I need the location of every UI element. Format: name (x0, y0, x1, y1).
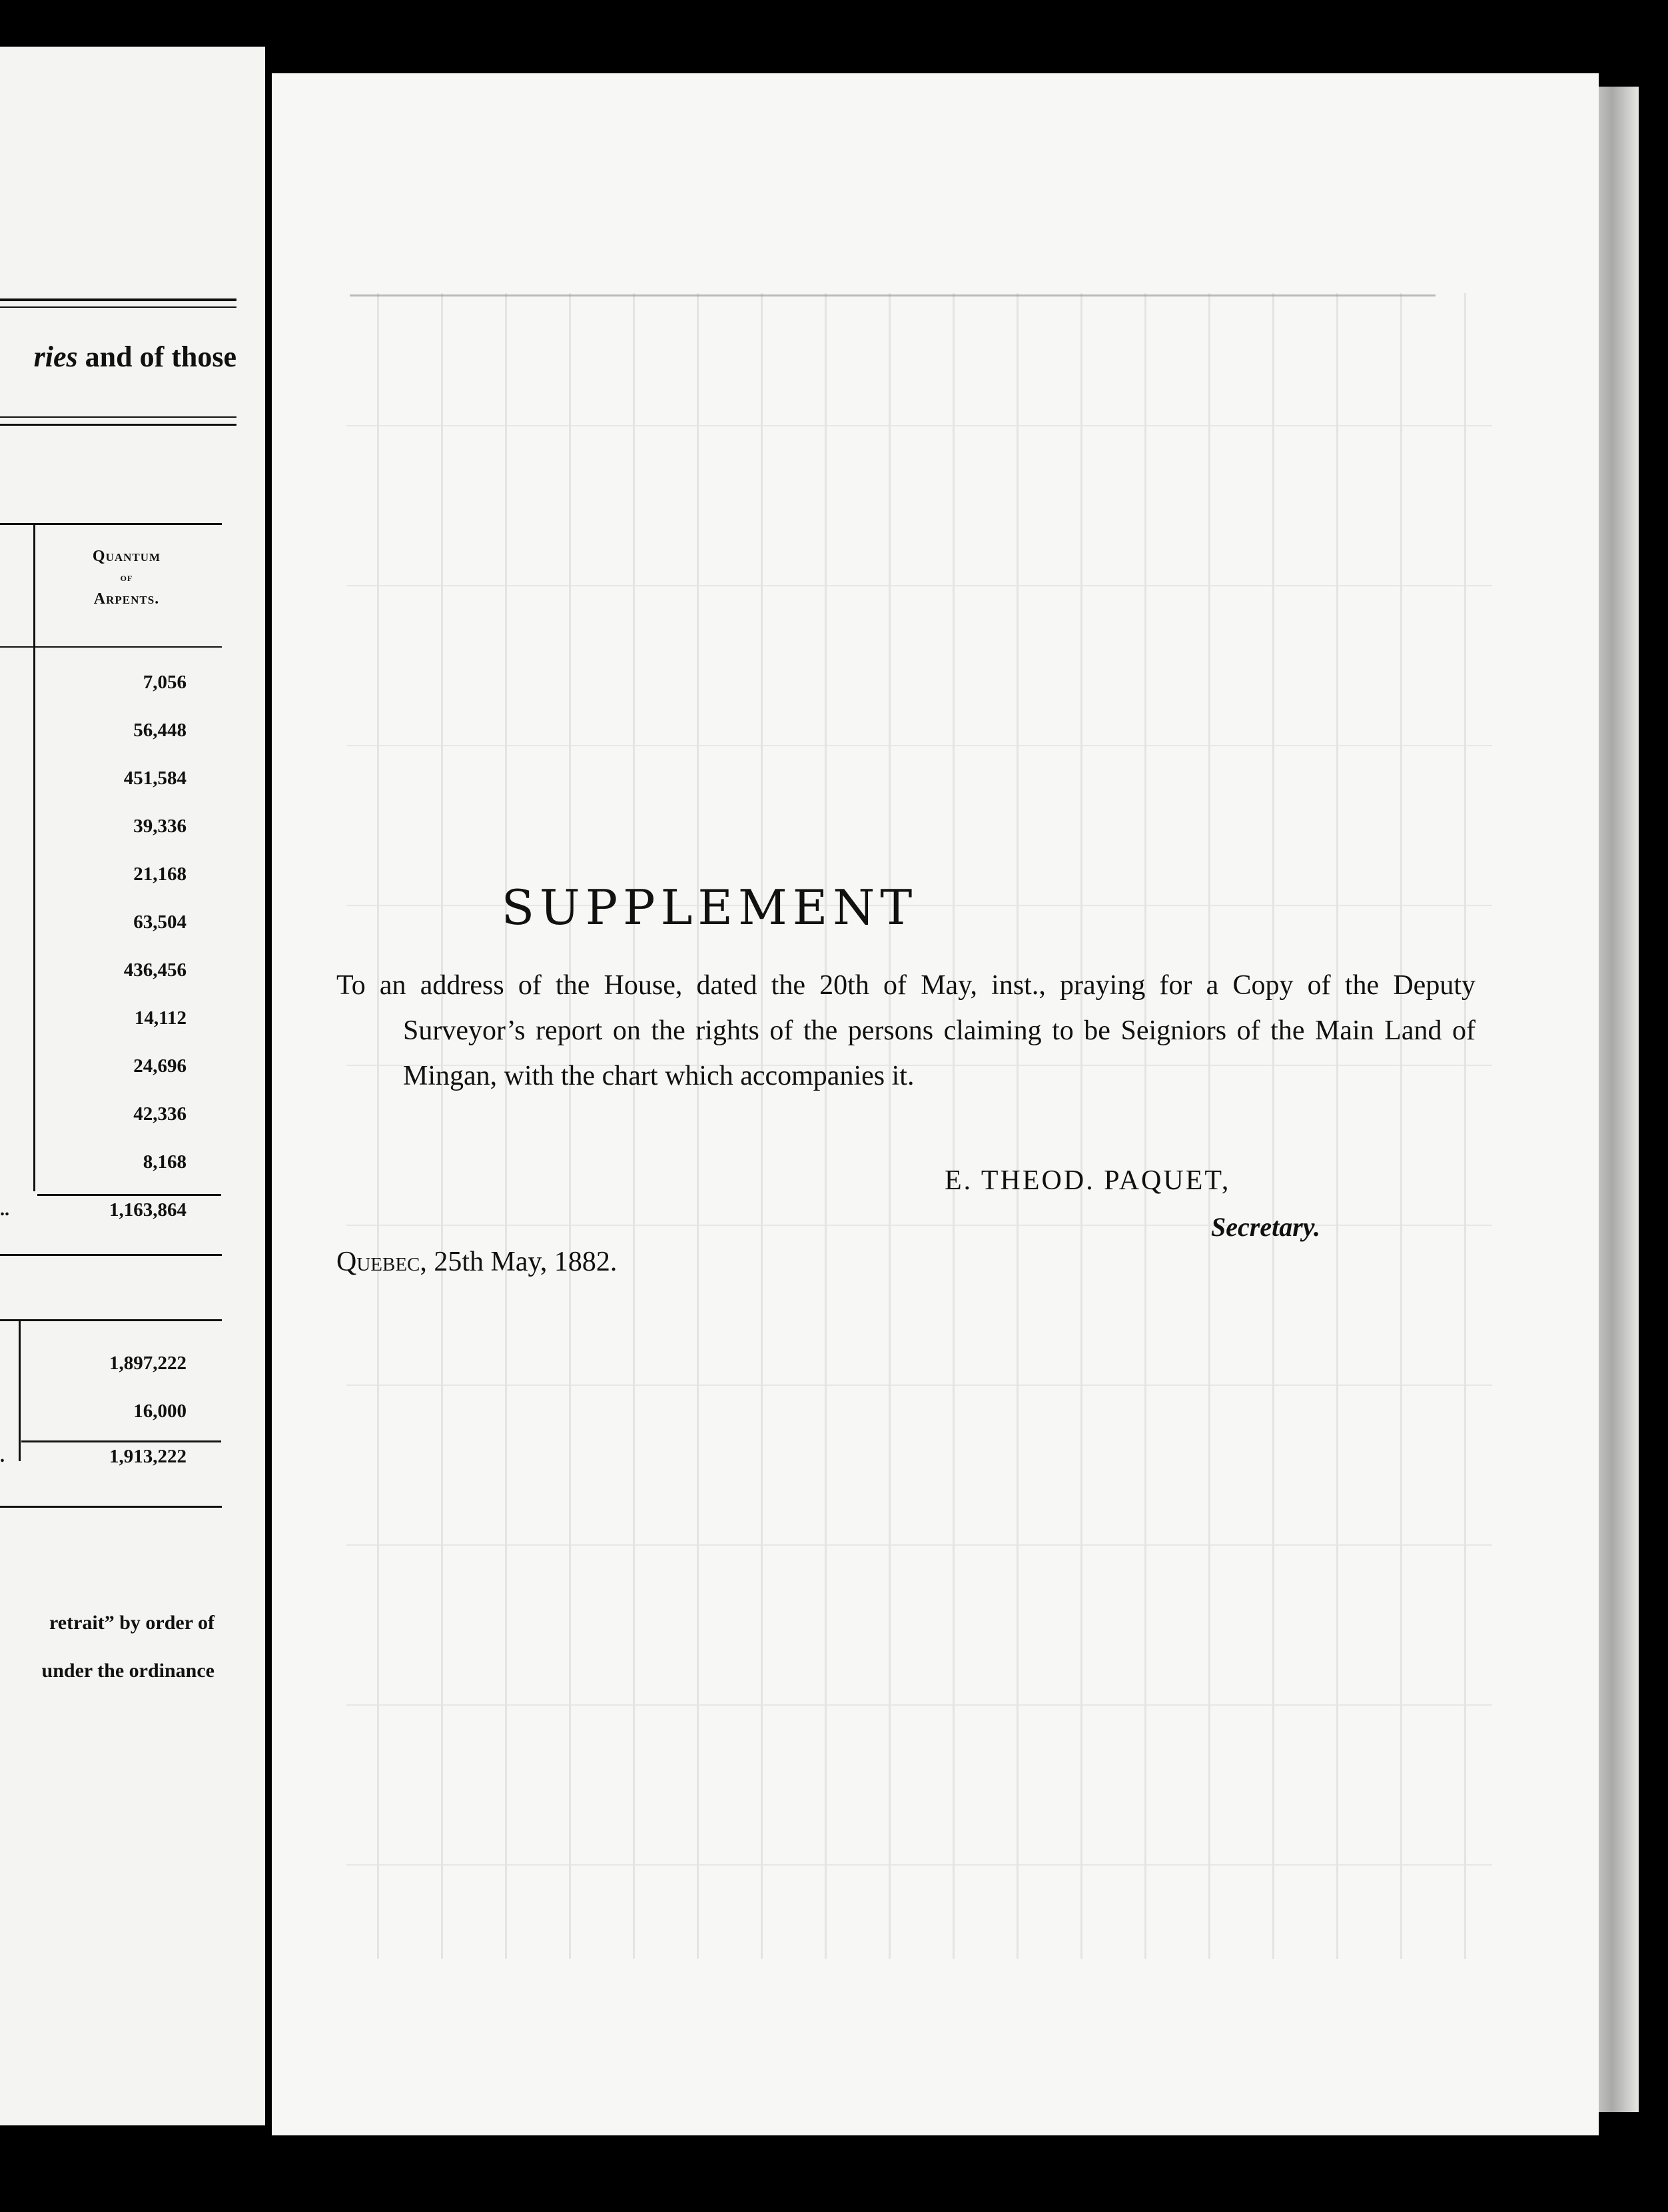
signatory-title: Secretary. (1211, 1212, 1321, 1242)
table-cell: 56,448 (133, 720, 187, 741)
sum-rule (37, 1194, 221, 1196)
table-bottom-rule (0, 1506, 222, 1508)
scan-border (1640, 93, 1668, 2212)
heading-text-fragment: and of those (77, 340, 236, 373)
quantum-column-header (40, 543, 213, 612)
place: Quebec, (336, 1247, 427, 1277)
sum-rule-2 (21, 1440, 221, 1442)
footer-line: retrait” by order of (49, 1612, 214, 1634)
table-cell: 14,112 (134, 1007, 187, 1029)
show-through-texture (346, 293, 1492, 1959)
left-page-heading (0, 340, 236, 374)
leader-dots-2: . (0, 1446, 5, 1466)
table-cell: 1,897,222 (109, 1353, 187, 1374)
heading-under-rule-2 (0, 424, 236, 426)
leader-dots: .. (0, 1199, 9, 1220)
table-cell: 63,504 (133, 911, 187, 933)
signatory-name: E. THEOD. PAQUET, (945, 1165, 1231, 1196)
footer-line: under the ordinance (41, 1660, 214, 1682)
table-cell: 21,168 (133, 863, 187, 885)
supplement-title: SUPPLEMENT (501, 879, 918, 935)
heading-italic-fragment: ries (33, 340, 78, 373)
header-line-1: Quantum (92, 548, 161, 565)
date: 25th May, 1882. (434, 1247, 618, 1277)
section-rule-1 (0, 1254, 222, 1256)
show-through-rule (350, 294, 1436, 296)
left-page-footer-text (42, 1599, 214, 1695)
header-line-3: Arpents. (93, 590, 160, 608)
header-under-rule (0, 646, 222, 648)
column-divider (33, 525, 35, 1191)
left-page-fragment (0, 47, 265, 2125)
supplement-body: To an address of the House, dated the 20th of May, inst., praying for a Copy of the Deputy Surveyor’s report on the rights of the persons claiming to be Seigniors of the Main Land of Mingan, with the chart which accompanies it. (336, 970, 1475, 1091)
table-cell: 24,696 (133, 1055, 187, 1077)
table-cell: 16,000 (133, 1400, 187, 1422)
table-cell: 42,336 (133, 1103, 187, 1125)
top-double-rule-2 (0, 306, 236, 308)
table-cell: 436,456 (123, 959, 187, 981)
table-cell: 39,336 (133, 816, 187, 837)
total-cell-2: 1,913,222 (109, 1446, 187, 1467)
place-and-date (336, 1246, 617, 1278)
heading-under-rule-1 (0, 416, 236, 418)
table-cell: 8,168 (143, 1151, 187, 1173)
table-cell: 7,056 (143, 672, 187, 693)
header-line-2: of (120, 571, 133, 584)
column-divider-2 (19, 1321, 21, 1461)
top-double-rule-1 (0, 298, 236, 301)
table-cell: 451,584 (123, 768, 187, 789)
section-rule-2 (0, 1319, 222, 1321)
total-cell: 1,163,864 (109, 1199, 187, 1221)
